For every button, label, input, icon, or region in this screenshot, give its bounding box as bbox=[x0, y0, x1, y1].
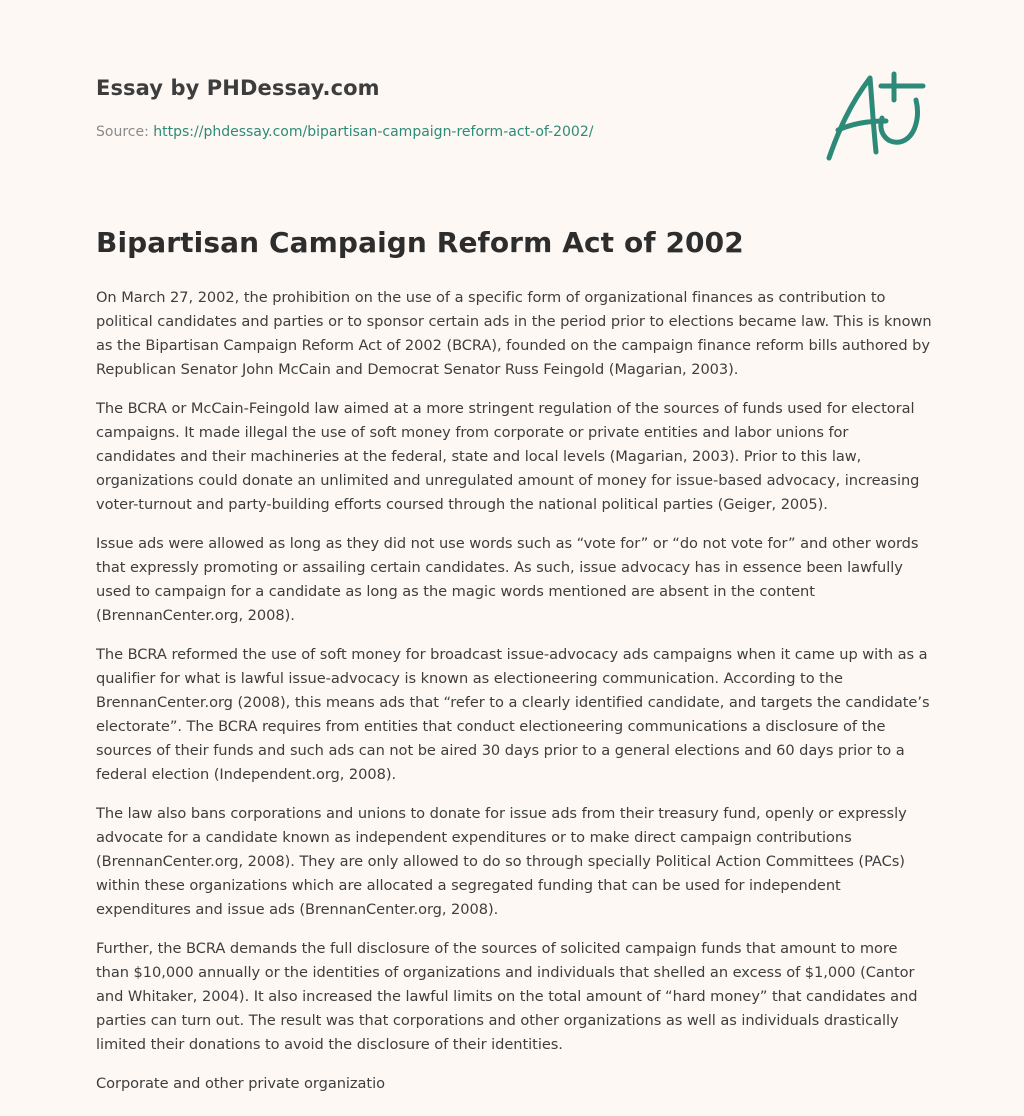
site-title: Essay by PHDessay.com bbox=[96, 76, 380, 100]
essay-body bbox=[96, 286, 932, 1111]
a-plus-logo-icon bbox=[820, 66, 932, 166]
essay-paragraph-truncated: Corporate and other private organizatio bbox=[96, 1075, 385, 1092]
essay-paragraph: The BCRA or McCain-Feingold law aimed at a more stringent regulation of the sources of funds used for electoral campaigns. It made illegal the use of soft money from corporate or private entities and labor unions for candidates and their machineries at the federal, state and local levels (Magarian, 2003). Prior to this law, organizations could donate an unlimited and unregulated amount of money for issue-based advocacy, increasing voter-turnout and party-building efforts coursed through the national political parties (Geiger, 2005). bbox=[96, 400, 920, 513]
source-link[interactable]: https://phdessay.com/bipartisan-campaign-reform-act-of-2002/ bbox=[153, 124, 594, 140]
essay-title: Bipartisan Campaign Reform Act of 2002 bbox=[96, 226, 744, 259]
source-line bbox=[96, 124, 593, 140]
essay-paragraph: On March 27, 2002, the prohibition on the use of a specific form of organizational finances as contribution to political candidates and parties or to sponsor certain ads in the period prior to elections became law. This is known as the Bipartisan Campaign Reform Act of 2002 (BCRA), founded on the campaign finance reform bills authored by Republican Senator John McCain and Democrat Senator Russ Feingold (Magarian, 2003). bbox=[96, 289, 932, 378]
essay-paragraph: Further, the BCRA demands the full disclosure of the sources of solicited campaign funds that amount to more than $10,000 annually or the identities of organizations and individuals that shelled an excess of $1,000 (Cantor and Whitaker, 2004). It also increased the lawful limits on the total amount of “hard money” that candidates and parties can turn out. The result was that corporations and other organizations as well as individuals drastically limited their donations to avoid the disclosure of their identities. bbox=[96, 940, 918, 1053]
essay-paragraph: The law also bans corporations and unions to donate for issue ads from their treasury fund, openly or expressly advocate for a candidate known as independent expenditures or to make direct campaign contributions (BrennanCenter.org, 2008). They are only allowed to do so through specially Political Action Committees (PACs) within these organizations which are allocated a segregated funding that can be used for independent expenditures and issue ads (BrennanCenter.org, 2008). bbox=[96, 805, 907, 918]
source-label: Source: bbox=[96, 124, 149, 140]
essay-paragraph: The BCRA reformed the use of soft money for broadcast issue-advocacy ads campaigns when it came up with as a qualifier for what is lawful issue-advocacy is known as electioneering communication. According to the BrennanCenter.org (2008), this means ads that “refer to a clearly identified candidate, and targets the candidate’s electorate”. The BCRA requires from entities that conduct electioneering communications a disclosure of the sources of their funds and such ads can not be aired 30 days prior to a general elections and 60 days prior to a federal election (Independent.org, 2008). bbox=[96, 646, 930, 783]
essay-paragraph: Issue ads were allowed as long as they did not use words such as “vote for” or “do not vote for” and other words that expressly promoting or assailing certain candidates. As such, issue advocacy has in essence been lawfully used to campaign for a candidate as long as the magic words mentioned are absent in the content (BrennanCenter.org, 2008). bbox=[96, 535, 919, 624]
